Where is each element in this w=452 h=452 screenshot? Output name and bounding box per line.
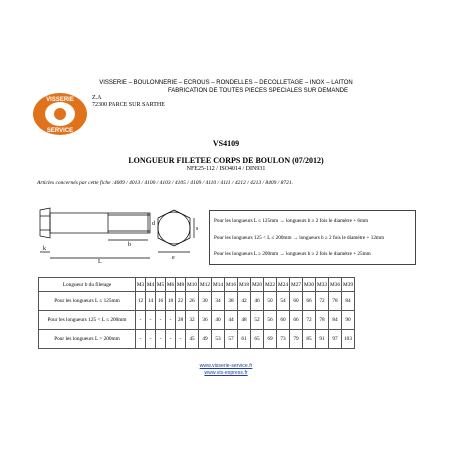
table-cell: 42 bbox=[238, 292, 251, 311]
table-cell: 73 bbox=[277, 330, 290, 349]
formula-medium: Pour les longueurs 125 < L ≤ 200mm → longueurs b ≥ 2 fois le diamètre + 12mm bbox=[214, 235, 384, 241]
document-norms: NFE25-112 / ISO4014 / DIN931 bbox=[186, 166, 266, 172]
bolt-side-diagram bbox=[36, 202, 158, 264]
col-header: M12 bbox=[199, 278, 212, 292]
hex-head-diagram bbox=[154, 208, 202, 260]
row-label: Pour les longueurs L ≤ 125mm bbox=[39, 292, 136, 311]
col-header: M36 bbox=[329, 278, 342, 292]
logo-bottom-text: SERVICE bbox=[46, 128, 74, 134]
table-cell: 49 bbox=[199, 330, 212, 349]
table-cell: 30 bbox=[199, 292, 212, 311]
label-b: b bbox=[128, 242, 131, 248]
col-header: M5 bbox=[156, 278, 166, 292]
table-cell: 18 bbox=[166, 292, 176, 311]
table-cell: 84 bbox=[342, 292, 355, 311]
col-header: M30 bbox=[303, 278, 316, 292]
thread-length-table bbox=[38, 277, 355, 349]
table-cell: 84 bbox=[329, 311, 342, 330]
company-tagline: FABRICATION DE TOUTES PIECES SPECIALES SUR DEMANDE bbox=[167, 88, 348, 94]
table-row bbox=[39, 311, 355, 330]
label-L: L bbox=[98, 259, 102, 264]
table-cell: 90 bbox=[342, 311, 355, 330]
table-cell: - bbox=[146, 311, 156, 330]
table-cell: 45 bbox=[186, 330, 199, 349]
table-cell: 60 bbox=[290, 292, 303, 311]
table-cell: 26 bbox=[186, 292, 199, 311]
table-cell: 54 bbox=[277, 292, 290, 311]
table-cell: 72 bbox=[303, 311, 316, 330]
website-link-2[interactable]: www.vis-express.fr bbox=[204, 370, 248, 376]
col-header: M16 bbox=[225, 278, 238, 292]
table-cell: 91 bbox=[316, 330, 329, 349]
table-cell: 79 bbox=[290, 330, 303, 349]
company-logo bbox=[32, 92, 88, 136]
table-cell: - bbox=[146, 330, 156, 349]
table-cell: 57 bbox=[225, 330, 238, 349]
col-header: M33 bbox=[316, 278, 329, 292]
table-cell: 14 bbox=[146, 292, 156, 311]
table-cell: 36 bbox=[199, 311, 212, 330]
table-cell: 78 bbox=[329, 292, 342, 311]
table-header-label: Longueur b du filetage bbox=[39, 278, 136, 292]
table-cell: 28 bbox=[176, 311, 186, 330]
label-s: s bbox=[196, 226, 199, 232]
table-cell: 78 bbox=[316, 311, 329, 330]
articles-list: Articles concernés par cette fiche :4009 / 4013 / 4100 / 4103 / 4105 / 4109 / 4110 / 4111 / 4212 / 4213 / 8409 / 8721. bbox=[37, 180, 294, 186]
table-cell: 16 bbox=[156, 292, 166, 311]
row-label: Pour les longueurs L > 200mm bbox=[39, 330, 136, 349]
formula-box bbox=[209, 210, 416, 265]
table-cell: 103 bbox=[342, 330, 355, 349]
table-cell: 56 bbox=[264, 311, 277, 330]
col-header: M3 bbox=[136, 278, 146, 292]
table-cell: 61 bbox=[238, 330, 251, 349]
document-code: VS4109 bbox=[212, 139, 240, 148]
website-link-1[interactable]: www.visserie-service.fr bbox=[199, 363, 253, 369]
col-header: M22 bbox=[264, 278, 277, 292]
label-k: k bbox=[43, 246, 46, 252]
formula-short: Pour les longueurs L ≤ 125mm → longueurs b ≥ 2 fois le diamètre + 6mm bbox=[214, 218, 369, 224]
table-cell: 60 bbox=[277, 311, 290, 330]
table-cell: 34 bbox=[212, 292, 225, 311]
table-cell: 69 bbox=[264, 330, 277, 349]
table-row bbox=[39, 330, 355, 349]
col-header: M27 bbox=[290, 278, 303, 292]
table-cell: 66 bbox=[290, 311, 303, 330]
table-cell: - bbox=[136, 311, 146, 330]
col-header: M39 bbox=[342, 278, 355, 292]
col-header: M6 bbox=[166, 278, 176, 292]
table-cell: 52 bbox=[251, 311, 264, 330]
address-line-2: 72300 PARCE SUR SARTHE bbox=[92, 102, 165, 108]
table-cell: - bbox=[166, 330, 176, 349]
row-label: Pour les longueurs 125 < L ≤ 200mm bbox=[39, 311, 136, 330]
table-cell: 46 bbox=[251, 292, 264, 311]
formula-long: Pour les longueurs L ≥ 200mm → longueurs b ≥ 2 fois le diamètre + 25mm bbox=[214, 251, 371, 257]
label-e: e bbox=[172, 255, 175, 260]
table-cell: 66 bbox=[303, 292, 316, 311]
table-cell: - bbox=[166, 311, 176, 330]
table-cell: 48 bbox=[238, 311, 251, 330]
table-cell: 38 bbox=[225, 292, 238, 311]
col-header: M10 bbox=[186, 278, 199, 292]
col-header: M4 bbox=[146, 278, 156, 292]
col-header: M20 bbox=[251, 278, 264, 292]
col-header: M24 bbox=[277, 278, 290, 292]
table-cell: 44 bbox=[225, 311, 238, 330]
table-cell: 22 bbox=[176, 292, 186, 311]
col-header: M8 bbox=[176, 278, 186, 292]
table-cell: 97 bbox=[329, 330, 342, 349]
table-cell: - bbox=[156, 330, 166, 349]
table-cell: 50 bbox=[264, 292, 277, 311]
table-cell: - bbox=[176, 330, 186, 349]
table-cell: - bbox=[136, 330, 146, 349]
table-cell: 65 bbox=[251, 330, 264, 349]
table-cell: 32 bbox=[186, 311, 199, 330]
table-cell: 85 bbox=[303, 330, 316, 349]
logo-top-text: VISSERIE bbox=[46, 97, 74, 103]
table-cell: 53 bbox=[212, 330, 225, 349]
table-row bbox=[39, 292, 355, 311]
table-cell: - bbox=[156, 311, 166, 330]
address-line-1: Z.A bbox=[92, 95, 102, 101]
document-title: LONGUEUR FILETEE CORPS DE BOULON (07/2012) bbox=[128, 156, 324, 165]
table-cell: 12 bbox=[136, 292, 146, 311]
label-d: d bbox=[152, 221, 155, 227]
table-cell: 72 bbox=[316, 292, 329, 311]
table-header-row bbox=[39, 278, 355, 292]
col-header: M14 bbox=[212, 278, 225, 292]
col-header: M18 bbox=[238, 278, 251, 292]
company-activities: VISSERIE – BOULONNERIE – ECROUS – RONDELLES – DECOLLETAGE – INOX – LAITON bbox=[99, 80, 353, 86]
table-cell: 40 bbox=[212, 311, 225, 330]
